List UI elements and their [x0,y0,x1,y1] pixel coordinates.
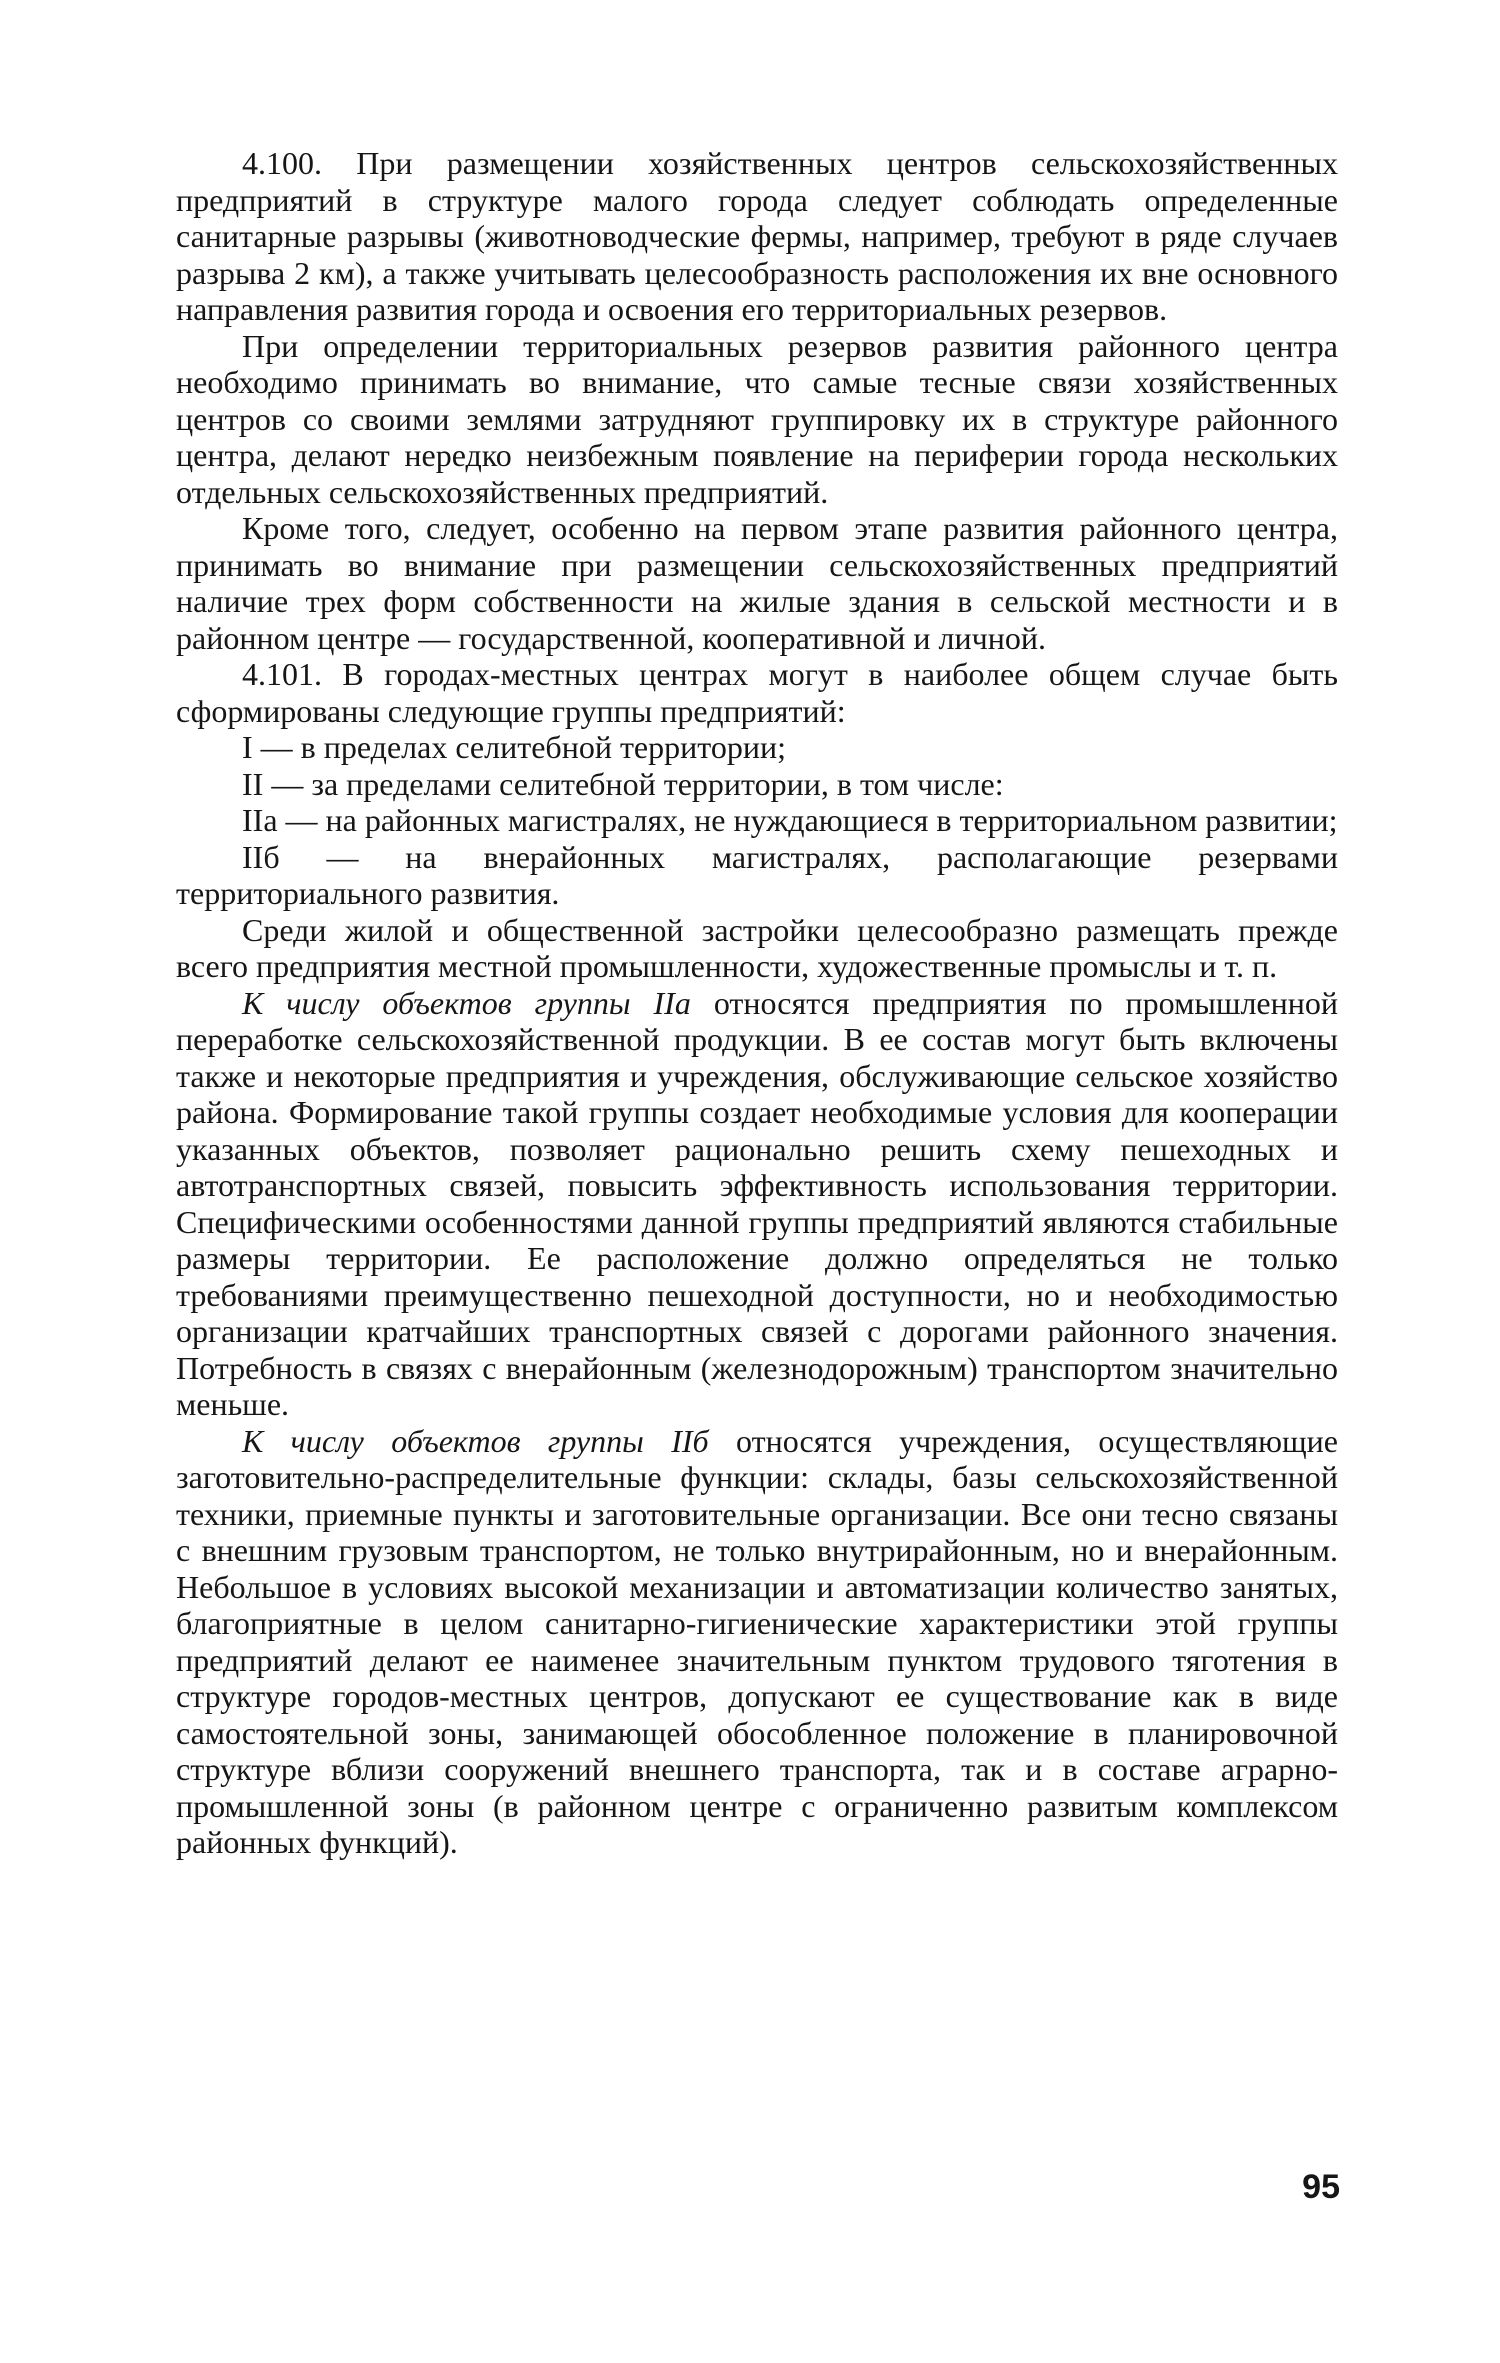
paragraph-residential-placement: Среди жилой и общественной застройки целесообразно размещать прежде всего предприятия местной промышленности, художественные промыслы и т. п. [176,911,1338,984]
paragraph-group-2a [176,985,1338,1423]
paragraph-territorial-reserves: При определении территориальных резервов развития районного центра необходимо принимать во внимание, что самые тесные связи хозяйственных центров со своими землями затрудняют группировку их в структуре районного центра, делают нередко неизбежным появление на периферии города нескольких отдельных сельскохозяйственных предприятий. [176,327,1338,510]
group-2b-text: относятся учреждения, осуществляющие заготовительно-распределительные функции: склады, базы сельскохозяйственной техники, приемные пункты и заготовительные организации. Все они тесно связаны с внешним грузовым транспортом, не только внутрирайонным, но и внерайонным. Небольшое в условиях высокой механизации и автоматизации количество занятых, благоприятные в целом санитарно-гигиенические характеристики этой группы предприятий делают ее наименее значительным пунктом трудового тяготения в структуре городов-местных центров, допускают ее существование как в виде самостоятельной зоны, занимающей обособленное положение в планировочной структуре вблизи сооружений внешнего транспорта, так и в составе аграрно-промышленной зоны (в районном центре с ограниченно развитым комплексом районных функций). [176,1422,1339,1860]
group-2b-lead: К числу объектов группы IIб [242,1422,709,1459]
paragraph-group-2b [176,1423,1338,1861]
group-2a-text: относятся предприятия по промышленной переработке сельскохозяйственной продукции. В ее состав могут быть включены также и некоторые предприятия и учреждения, обслуживающие сельское хозяйство района. Формирование такой группы создает необходимые условия для кооперации указанных объектов, позволяет рационально решить схему пешеходных и автотранспортных связей, повысить эффективность использования территории. Специфическими особенностями данной группы предприятий являются стабильные размеры территории. Ее расположение должно определяться не только требованиями преимущественно пешеходной доступности, но и необходимостью организации кратчайших транспортных связей с дорогами районного значения. Потребность в связях с внерайонным (железнодорожным) транспортом значительно меньше. [176,984,1339,1422]
list-item-group-2: II — за пределами селитебной территории, в том числе: [242,765,1004,802]
page-body [176,145,1338,1861]
page-number: 95 [1302,2168,1340,2206]
list-item-group-1: I — в пределах селитебной территории; [242,729,786,765]
group-2a-lead: К числу объектов группы IIа [242,984,691,1021]
document-text [176,145,1338,1861]
list-item-group-2b: IIб — на внерайонных магистралях, располагающие резервами территориального развития. [176,838,1338,911]
paragraph-4-100: 4.100. При размещении хозяйственных центров сельскохозяйственных предприятий в структуре малого города следует соблюдать определенные санитарные разрывы (животноводческие фермы, например, требуют в ряде случаев разрыва 2 км), а также учитывать целесообразность расположения их вне основного направления развития города и освоения его территориальных резервов. [176,145,1338,327]
paragraph-ownership-forms: Кроме того, следует, особенно на первом этапе развития районного центра, принимать во внимание при размещении сельскохозяйственных предприятий наличие трех форм собственности на жилые здания в сельской местности и в районном центре — государственной, кооперативной и личной. [176,510,1338,656]
paragraph-4-101: 4.101. В городах-местных центрах могут в наиболее общем случае быть сформированы следующие группы предприятий: [176,656,1338,729]
list-item-group-2a: IIа — на районных магистралях, не нуждающиеся в территориальном развитии; [242,802,1338,838]
